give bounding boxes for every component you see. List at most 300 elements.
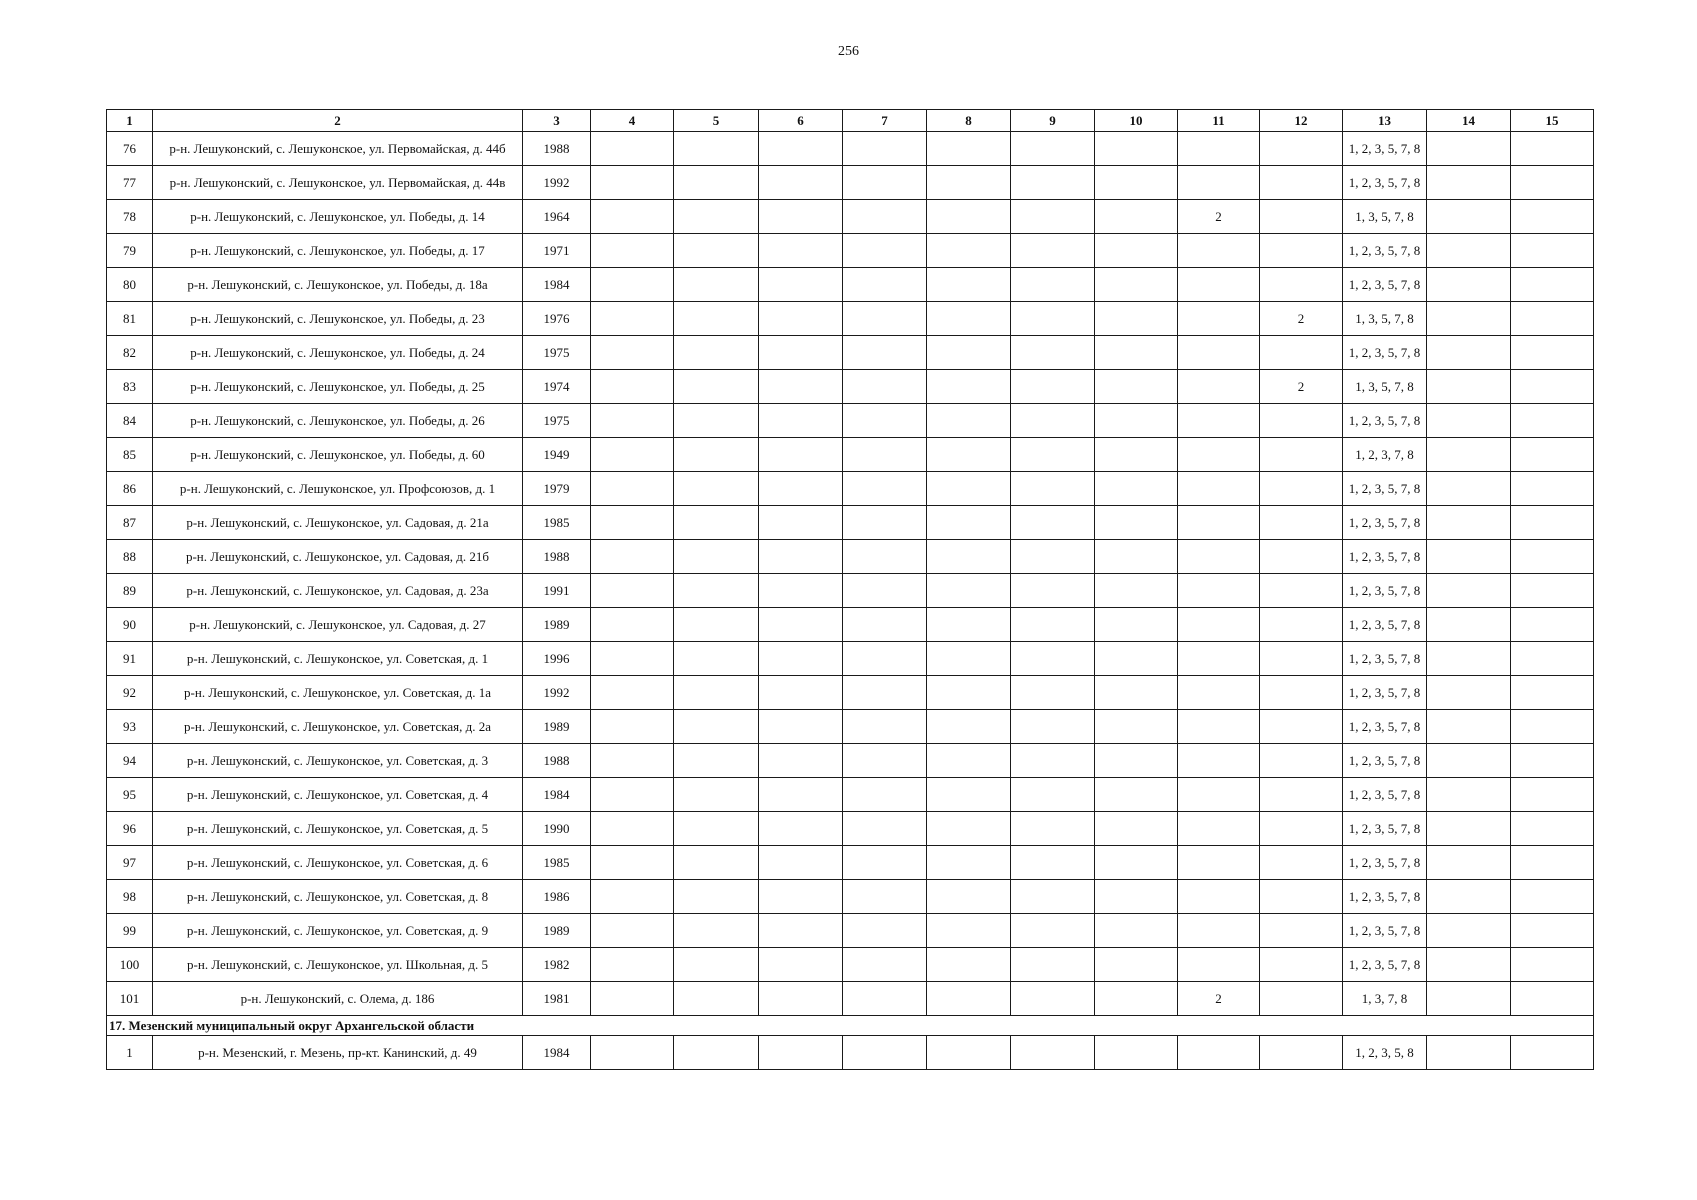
empty-cell xyxy=(759,744,843,778)
empty-cell xyxy=(1511,948,1594,982)
empty-cell xyxy=(1095,166,1178,200)
condition-codes-cell: 1, 2, 3, 5, 7, 8 xyxy=(1343,336,1427,370)
condition-codes-cell: 1, 2, 3, 5, 7, 8 xyxy=(1343,268,1427,302)
row-number-cell: 97 xyxy=(107,846,153,880)
condition-codes-cell: 1, 2, 3, 5, 7, 8 xyxy=(1343,914,1427,948)
empty-cell xyxy=(674,370,759,404)
empty-cell xyxy=(1095,642,1178,676)
column-header: 4 xyxy=(591,110,674,132)
table-row xyxy=(107,880,1594,914)
empty-cell xyxy=(1011,166,1095,200)
condition-codes-cell: 1, 3, 5, 7, 8 xyxy=(1343,200,1427,234)
empty-cell xyxy=(759,778,843,812)
col11-cell xyxy=(1178,608,1260,642)
address-cell: р-н. Лешуконский, с. Лешуконское, ул. Советская, д. 6 xyxy=(153,846,523,880)
column-header: 12 xyxy=(1260,110,1343,132)
condition-codes-cell: 1, 2, 3, 5, 7, 8 xyxy=(1343,812,1427,846)
year-cell: 1989 xyxy=(523,710,591,744)
empty-cell xyxy=(591,676,674,710)
address-cell: р-н. Лешуконский, с. Лешуконское, ул. Школьная, д. 5 xyxy=(153,948,523,982)
empty-cell xyxy=(927,472,1011,506)
empty-cell xyxy=(674,540,759,574)
row-number-cell: 1 xyxy=(107,1036,153,1070)
address-cell: р-н. Лешуконский, с. Лешуконское, ул. Садовая, д. 21а xyxy=(153,506,523,540)
empty-cell xyxy=(591,880,674,914)
col11-cell xyxy=(1178,778,1260,812)
empty-cell xyxy=(674,880,759,914)
empty-cell xyxy=(759,472,843,506)
address-cell: р-н. Лешуконский, с. Лешуконское, ул. Победы, д. 60 xyxy=(153,438,523,472)
year-cell: 1975 xyxy=(523,404,591,438)
col12-cell xyxy=(1260,948,1343,982)
empty-cell xyxy=(843,1036,927,1070)
empty-cell xyxy=(1427,574,1511,608)
col12-cell: 2 xyxy=(1260,302,1343,336)
condition-codes-cell: 1, 2, 3, 5, 7, 8 xyxy=(1343,404,1427,438)
condition-codes-cell: 1, 2, 3, 5, 8 xyxy=(1343,1036,1427,1070)
col11-cell xyxy=(1178,744,1260,778)
address-cell: р-н. Лешуконский, с. Лешуконское, ул. Советская, д. 5 xyxy=(153,812,523,846)
empty-cell xyxy=(759,846,843,880)
empty-cell xyxy=(1011,710,1095,744)
empty-cell xyxy=(1095,404,1178,438)
col11-cell: 2 xyxy=(1178,982,1260,1016)
address-cell: р-н. Лешуконский, с. Лешуконское, ул. Первомайская, д. 44б xyxy=(153,132,523,166)
column-header: 11 xyxy=(1178,110,1260,132)
year-cell: 1975 xyxy=(523,336,591,370)
column-header: 13 xyxy=(1343,110,1427,132)
empty-cell xyxy=(759,336,843,370)
empty-cell xyxy=(1011,336,1095,370)
empty-cell xyxy=(1427,166,1511,200)
empty-cell xyxy=(1427,880,1511,914)
address-cell: р-н. Лешуконский, с. Олема, д. 186 xyxy=(153,982,523,1016)
empty-cell xyxy=(1011,982,1095,1016)
empty-cell xyxy=(843,574,927,608)
empty-cell xyxy=(1511,1036,1594,1070)
year-cell: 1971 xyxy=(523,234,591,268)
col12-cell xyxy=(1260,200,1343,234)
empty-cell xyxy=(1011,234,1095,268)
empty-cell xyxy=(1011,404,1095,438)
col11-cell xyxy=(1178,812,1260,846)
column-header: 7 xyxy=(843,110,927,132)
empty-cell xyxy=(1511,268,1594,302)
condition-codes-cell: 1, 2, 3, 5, 7, 8 xyxy=(1343,166,1427,200)
condition-codes-cell: 1, 2, 3, 5, 7, 8 xyxy=(1343,132,1427,166)
empty-cell xyxy=(927,438,1011,472)
empty-cell xyxy=(674,506,759,540)
column-header: 3 xyxy=(523,110,591,132)
table-row xyxy=(107,948,1594,982)
condition-codes-cell: 1, 2, 3, 5, 7, 8 xyxy=(1343,676,1427,710)
year-cell: 1992 xyxy=(523,676,591,710)
empty-cell xyxy=(1511,540,1594,574)
empty-cell xyxy=(927,1036,1011,1070)
table-row xyxy=(107,676,1594,710)
row-number-cell: 80 xyxy=(107,268,153,302)
col12-cell xyxy=(1260,914,1343,948)
empty-cell xyxy=(591,302,674,336)
empty-cell xyxy=(1427,404,1511,438)
empty-cell xyxy=(843,268,927,302)
empty-cell xyxy=(1095,880,1178,914)
empty-cell xyxy=(674,676,759,710)
col11-cell xyxy=(1178,642,1260,676)
condition-codes-cell: 1, 2, 3, 5, 7, 8 xyxy=(1343,642,1427,676)
empty-cell xyxy=(843,404,927,438)
col11-cell xyxy=(1178,404,1260,438)
empty-cell xyxy=(1427,234,1511,268)
empty-cell xyxy=(927,880,1011,914)
empty-cell xyxy=(843,336,927,370)
row-number-cell: 77 xyxy=(107,166,153,200)
empty-cell xyxy=(927,608,1011,642)
empty-cell xyxy=(1011,540,1095,574)
empty-cell xyxy=(759,812,843,846)
column-header: 5 xyxy=(674,110,759,132)
year-cell: 1979 xyxy=(523,472,591,506)
empty-cell xyxy=(759,676,843,710)
table-row xyxy=(107,642,1594,676)
col12-cell xyxy=(1260,642,1343,676)
column-header: 2 xyxy=(153,110,523,132)
table-row xyxy=(107,778,1594,812)
address-cell: р-н. Лешуконский, с. Лешуконское, ул. Садовая, д. 21б xyxy=(153,540,523,574)
condition-codes-cell: 1, 2, 3, 5, 7, 8 xyxy=(1343,574,1427,608)
year-cell: 1985 xyxy=(523,506,591,540)
empty-cell xyxy=(591,268,674,302)
year-cell: 1964 xyxy=(523,200,591,234)
empty-cell xyxy=(759,234,843,268)
row-number-cell: 83 xyxy=(107,370,153,404)
empty-cell xyxy=(759,404,843,438)
empty-cell xyxy=(591,472,674,506)
row-number-cell: 100 xyxy=(107,948,153,982)
page-number: 256 xyxy=(838,44,859,59)
empty-cell xyxy=(843,472,927,506)
empty-cell xyxy=(674,710,759,744)
empty-cell xyxy=(1511,336,1594,370)
empty-cell xyxy=(674,914,759,948)
empty-cell xyxy=(843,370,927,404)
empty-cell xyxy=(1095,438,1178,472)
empty-cell xyxy=(1011,880,1095,914)
empty-cell xyxy=(1011,744,1095,778)
year-cell: 1991 xyxy=(523,574,591,608)
empty-cell xyxy=(759,506,843,540)
year-cell: 1989 xyxy=(523,608,591,642)
empty-cell xyxy=(1427,132,1511,166)
table-row xyxy=(107,132,1594,166)
empty-cell xyxy=(591,948,674,982)
empty-cell xyxy=(927,574,1011,608)
empty-cell xyxy=(674,574,759,608)
empty-cell xyxy=(1427,744,1511,778)
empty-cell xyxy=(591,744,674,778)
empty-cell xyxy=(674,778,759,812)
row-number-cell: 94 xyxy=(107,744,153,778)
condition-codes-cell: 1, 2, 3, 5, 7, 8 xyxy=(1343,744,1427,778)
row-number-cell: 79 xyxy=(107,234,153,268)
address-cell: р-н. Лешуконский, с. Лешуконское, ул. Победы, д. 25 xyxy=(153,370,523,404)
empty-cell xyxy=(927,982,1011,1016)
address-cell: р-н. Лешуконский, с. Лешуконское, ул. Садовая, д. 23а xyxy=(153,574,523,608)
empty-cell xyxy=(759,302,843,336)
condition-codes-cell: 1, 2, 3, 5, 7, 8 xyxy=(1343,948,1427,982)
empty-cell xyxy=(1095,914,1178,948)
empty-cell xyxy=(1427,676,1511,710)
empty-cell xyxy=(843,302,927,336)
col12-cell xyxy=(1260,1036,1343,1070)
empty-cell xyxy=(1511,506,1594,540)
col12-cell xyxy=(1260,676,1343,710)
year-cell: 1981 xyxy=(523,982,591,1016)
table-row xyxy=(107,914,1594,948)
empty-cell xyxy=(1011,846,1095,880)
condition-codes-cell: 1, 2, 3, 5, 7, 8 xyxy=(1343,710,1427,744)
empty-cell xyxy=(1511,710,1594,744)
address-cell: р-н. Лешуконский, с. Лешуконское, ул. Победы, д. 23 xyxy=(153,302,523,336)
empty-cell xyxy=(759,982,843,1016)
empty-cell xyxy=(591,1036,674,1070)
column-header: 9 xyxy=(1011,110,1095,132)
col11-cell xyxy=(1178,540,1260,574)
address-cell: р-н. Лешуконский, с. Лешуконское, ул. Советская, д. 1 xyxy=(153,642,523,676)
empty-cell xyxy=(591,404,674,438)
empty-cell xyxy=(927,166,1011,200)
empty-cell xyxy=(1427,472,1511,506)
empty-cell xyxy=(674,268,759,302)
row-number-cell: 87 xyxy=(107,506,153,540)
empty-cell xyxy=(759,880,843,914)
empty-cell xyxy=(674,132,759,166)
table-row xyxy=(107,234,1594,268)
row-number-cell: 96 xyxy=(107,812,153,846)
address-cell: р-н. Лешуконский, с. Лешуконское, ул. Первомайская, д. 44в xyxy=(153,166,523,200)
row-number-cell: 88 xyxy=(107,540,153,574)
empty-cell xyxy=(759,370,843,404)
row-number-cell: 89 xyxy=(107,574,153,608)
year-cell: 1996 xyxy=(523,642,591,676)
col12-cell xyxy=(1260,472,1343,506)
address-cell: р-н. Лешуконский, с. Лешуконское, ул. Победы, д. 17 xyxy=(153,234,523,268)
col11-cell xyxy=(1178,948,1260,982)
empty-cell xyxy=(1511,846,1594,880)
empty-cell xyxy=(1011,302,1095,336)
col12-cell xyxy=(1260,438,1343,472)
col11-cell xyxy=(1178,880,1260,914)
column-header-row xyxy=(107,110,1594,132)
empty-cell xyxy=(591,982,674,1016)
address-cell: р-н. Лешуконский, с. Лешуконское, ул. Советская, д. 3 xyxy=(153,744,523,778)
empty-cell xyxy=(674,200,759,234)
col11-cell xyxy=(1178,132,1260,166)
empty-cell xyxy=(1095,982,1178,1016)
empty-cell xyxy=(591,438,674,472)
empty-cell xyxy=(1427,336,1511,370)
empty-cell xyxy=(843,880,927,914)
empty-cell xyxy=(1511,778,1594,812)
condition-codes-cell: 1, 3, 5, 7, 8 xyxy=(1343,370,1427,404)
year-cell: 1974 xyxy=(523,370,591,404)
empty-cell xyxy=(1095,744,1178,778)
row-number-cell: 99 xyxy=(107,914,153,948)
condition-codes-cell: 1, 2, 3, 5, 7, 8 xyxy=(1343,778,1427,812)
table-row xyxy=(107,744,1594,778)
address-cell: р-н. Лешуконский, с. Лешуконское, ул. Победы, д. 18а xyxy=(153,268,523,302)
empty-cell xyxy=(1095,846,1178,880)
empty-cell xyxy=(1095,948,1178,982)
empty-cell xyxy=(674,302,759,336)
row-number-cell: 91 xyxy=(107,642,153,676)
empty-cell xyxy=(927,914,1011,948)
empty-cell xyxy=(843,676,927,710)
empty-cell xyxy=(759,132,843,166)
empty-cell xyxy=(927,812,1011,846)
empty-cell xyxy=(1511,302,1594,336)
empty-cell xyxy=(1095,574,1178,608)
empty-cell xyxy=(843,234,927,268)
table-row xyxy=(107,438,1594,472)
empty-cell xyxy=(1095,1036,1178,1070)
empty-cell xyxy=(1095,200,1178,234)
empty-cell xyxy=(843,540,927,574)
col12-cell xyxy=(1260,812,1343,846)
address-cell: р-н. Лешуконский, с. Лешуконское, ул. Советская, д. 9 xyxy=(153,914,523,948)
col12-cell xyxy=(1260,778,1343,812)
address-cell: р-н. Лешуконский, с. Лешуконское, ул. Победы, д. 24 xyxy=(153,336,523,370)
row-number-cell: 101 xyxy=(107,982,153,1016)
empty-cell xyxy=(1511,880,1594,914)
empty-cell xyxy=(1427,200,1511,234)
address-cell: р-н. Лешуконский, с. Лешуконское, ул. Профсоюзов, д. 1 xyxy=(153,472,523,506)
table-row xyxy=(107,302,1594,336)
table-row xyxy=(107,200,1594,234)
row-number-cell: 98 xyxy=(107,880,153,914)
empty-cell xyxy=(1011,608,1095,642)
empty-cell xyxy=(1011,132,1095,166)
empty-cell xyxy=(843,642,927,676)
empty-cell xyxy=(927,268,1011,302)
empty-cell xyxy=(1511,642,1594,676)
table-row xyxy=(107,506,1594,540)
empty-cell xyxy=(674,166,759,200)
empty-cell xyxy=(1011,506,1095,540)
condition-codes-cell: 1, 3, 7, 8 xyxy=(1343,982,1427,1016)
empty-cell xyxy=(927,710,1011,744)
row-number-cell: 90 xyxy=(107,608,153,642)
empty-cell xyxy=(1095,540,1178,574)
row-number-cell: 81 xyxy=(107,302,153,336)
empty-cell xyxy=(1095,608,1178,642)
empty-cell xyxy=(674,982,759,1016)
condition-codes-cell: 1, 2, 3, 5, 7, 8 xyxy=(1343,846,1427,880)
empty-cell xyxy=(927,302,1011,336)
empty-cell xyxy=(591,540,674,574)
empty-cell xyxy=(1427,948,1511,982)
empty-cell xyxy=(927,336,1011,370)
empty-cell xyxy=(1011,948,1095,982)
empty-cell xyxy=(591,846,674,880)
condition-codes-cell: 1, 2, 3, 5, 7, 8 xyxy=(1343,540,1427,574)
year-cell: 1984 xyxy=(523,268,591,302)
empty-cell xyxy=(591,200,674,234)
col11-cell xyxy=(1178,234,1260,268)
col11-cell xyxy=(1178,710,1260,744)
empty-cell xyxy=(674,404,759,438)
address-cell: р-н. Лешуконский, с. Лешуконское, ул. Победы, д. 26 xyxy=(153,404,523,438)
col11-cell xyxy=(1178,268,1260,302)
row-number-cell: 85 xyxy=(107,438,153,472)
empty-cell xyxy=(591,132,674,166)
empty-cell xyxy=(674,438,759,472)
table-row xyxy=(107,1036,1594,1070)
empty-cell xyxy=(843,132,927,166)
empty-cell xyxy=(1427,370,1511,404)
condition-codes-cell: 1, 2, 3, 5, 7, 8 xyxy=(1343,608,1427,642)
table-row xyxy=(107,404,1594,438)
empty-cell xyxy=(1511,914,1594,948)
table-row xyxy=(107,982,1594,1016)
empty-cell xyxy=(1427,302,1511,336)
empty-cell xyxy=(1511,370,1594,404)
col12-cell xyxy=(1260,982,1343,1016)
row-number-cell: 95 xyxy=(107,778,153,812)
empty-cell xyxy=(1095,472,1178,506)
col11-cell xyxy=(1178,846,1260,880)
year-cell: 1949 xyxy=(523,438,591,472)
empty-cell xyxy=(759,574,843,608)
empty-cell xyxy=(1511,676,1594,710)
empty-cell xyxy=(927,540,1011,574)
row-number-cell: 86 xyxy=(107,472,153,506)
condition-codes-cell: 1, 3, 5, 7, 8 xyxy=(1343,302,1427,336)
empty-cell xyxy=(1427,710,1511,744)
col11-cell xyxy=(1178,506,1260,540)
col12-cell xyxy=(1260,336,1343,370)
empty-cell xyxy=(1011,200,1095,234)
empty-cell xyxy=(843,608,927,642)
empty-cell xyxy=(591,778,674,812)
empty-cell xyxy=(674,744,759,778)
table-row xyxy=(107,608,1594,642)
column-header: 15 xyxy=(1511,110,1594,132)
empty-cell xyxy=(759,608,843,642)
address-cell: р-н. Лешуконский, с. Лешуконское, ул. Садовая, д. 27 xyxy=(153,608,523,642)
empty-cell xyxy=(927,370,1011,404)
empty-cell xyxy=(1011,812,1095,846)
empty-cell xyxy=(1011,438,1095,472)
empty-cell xyxy=(1427,982,1511,1016)
empty-cell xyxy=(591,506,674,540)
empty-cell xyxy=(1011,642,1095,676)
year-cell: 1984 xyxy=(523,1036,591,1070)
empty-cell xyxy=(1095,336,1178,370)
empty-cell xyxy=(591,914,674,948)
col12-cell xyxy=(1260,404,1343,438)
row-number-cell: 76 xyxy=(107,132,153,166)
empty-cell xyxy=(1511,574,1594,608)
col11-cell xyxy=(1178,914,1260,948)
empty-cell xyxy=(1511,404,1594,438)
empty-cell xyxy=(1095,268,1178,302)
empty-cell xyxy=(759,948,843,982)
empty-cell xyxy=(843,948,927,982)
row-number-cell: 92 xyxy=(107,676,153,710)
section-header-row xyxy=(107,1016,1594,1036)
column-header: 1 xyxy=(107,110,153,132)
